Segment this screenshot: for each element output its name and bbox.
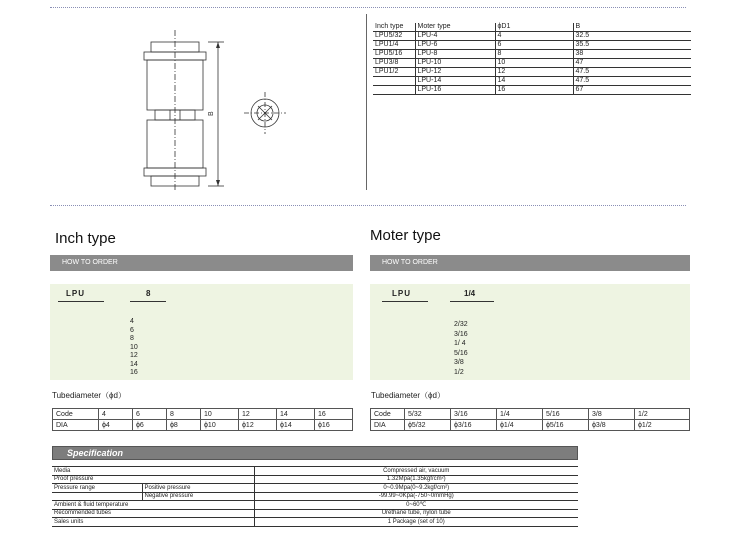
size-option: 10	[130, 343, 138, 351]
moter-size-code: 1/4	[464, 289, 476, 298]
dia-cell: ϕ5/32	[405, 420, 451, 431]
inch-type-title: Inch type	[55, 230, 116, 247]
spec-label: Pressure range	[52, 484, 142, 493]
dimension-cell: 14	[495, 77, 573, 86]
spec-value: Compressed air, vacuum	[254, 467, 578, 476]
moter-type-title: Moter type	[370, 227, 441, 244]
dia-cell: ϕ3/8	[589, 420, 635, 431]
dimension-cell: LPU-16	[415, 86, 495, 95]
table-row	[52, 484, 578, 493]
dimension-cell: LPU5/32	[373, 32, 415, 41]
spec-value: 0~60℃	[254, 501, 578, 510]
code-cell: 3/16	[451, 409, 497, 420]
dimension-table-header	[373, 23, 691, 32]
moter-size-underline	[450, 301, 494, 302]
table-row	[373, 86, 691, 95]
table-row	[373, 77, 691, 86]
dimension-cell: 35.5	[573, 41, 691, 50]
dia-cell: DIA	[371, 420, 405, 431]
table-row	[373, 50, 691, 59]
dimension-cell: 47	[573, 59, 691, 68]
inch-model-underline	[58, 301, 104, 302]
size-option: 8	[130, 335, 134, 342]
dimension-cell: LPU-12	[415, 68, 495, 77]
size-option: 3/8	[454, 359, 464, 366]
size-option: 1/2	[454, 368, 464, 376]
moter-model-code: LPU	[392, 289, 411, 298]
vertical-divider	[366, 14, 367, 190]
dimension-table	[373, 23, 691, 95]
dia-cell: ϕ4	[99, 420, 133, 431]
dimension-header-cell: Moter type	[415, 23, 495, 32]
table-row	[53, 409, 353, 420]
specification-table	[52, 466, 578, 527]
spec-value: 0~0.9Mpa(0~9.2kgf/cm²)	[254, 484, 578, 493]
size-option: 6	[130, 326, 134, 334]
dimension-header-cell: ϕD1	[495, 23, 573, 32]
dimension-cell	[373, 86, 415, 95]
inch-size-options	[130, 318, 138, 378]
size-option: 5/16	[454, 349, 468, 357]
dimension-cell: LPU1/4	[373, 41, 415, 50]
code-cell: 5/16	[543, 409, 589, 420]
size-option: 16	[130, 369, 138, 376]
dimension-cell: 12	[495, 68, 573, 77]
spec-sublabel: Positive pressure	[142, 484, 254, 493]
code-cell: 14	[277, 409, 315, 420]
table-row	[52, 467, 578, 476]
code-cell: 10	[201, 409, 239, 420]
code-cell: 1/2	[635, 409, 690, 420]
dia-cell: ϕ10	[201, 420, 239, 431]
inch-code-table	[52, 408, 353, 431]
table-row	[52, 509, 578, 518]
dimension-cell: LPU1/2	[373, 68, 415, 77]
dia-cell: ϕ14	[277, 420, 315, 431]
inch-model-code: LPU	[66, 289, 85, 298]
code-cell: 1/4	[497, 409, 543, 420]
moter-tube-label: Tubediameter（ϕd）	[371, 391, 445, 400]
dia-cell: ϕ6	[133, 420, 167, 431]
dia-cell: ϕ5/16	[543, 420, 589, 431]
fitting-drawing	[130, 20, 370, 190]
spec-sublabel: Negative pressure	[142, 492, 254, 501]
code-cell: Code	[371, 409, 405, 420]
table-row	[373, 32, 691, 41]
dimension-cell: 32.5	[573, 32, 691, 41]
dimension-cell: LPU-8	[415, 50, 495, 59]
dimension-cell: LPU-4	[415, 32, 495, 41]
size-option: 4	[130, 318, 134, 325]
dim-b-label: B	[208, 111, 215, 116]
dimension-cell: LPU-10	[415, 59, 495, 68]
code-cell: 6	[133, 409, 167, 420]
dimension-cell: 38	[573, 50, 691, 59]
dia-cell: ϕ16	[315, 420, 353, 431]
spec-value: -99.99~0Kpa(-750~0mmHg)	[254, 492, 578, 501]
dimension-cell: LPU-14	[415, 77, 495, 86]
table-row	[52, 492, 578, 501]
dimension-header-cell: B	[573, 23, 691, 32]
table-row	[373, 41, 691, 50]
spec-label: Media	[52, 467, 254, 476]
dimension-cell: 8	[495, 50, 573, 59]
dimension-cell: 47.5	[573, 68, 691, 77]
dimension-cell: 47.5	[573, 77, 691, 86]
inch-order-panel	[50, 284, 353, 380]
dimension-cell: 67	[573, 86, 691, 95]
dia-cell: ϕ3/16	[451, 420, 497, 431]
table-row	[52, 501, 578, 510]
spec-label: Ambient & fluid temperature	[52, 501, 254, 510]
spec-label	[52, 492, 142, 501]
spec-value: 1.32Mpa(1.35kgf/cm²)	[254, 475, 578, 484]
code-cell: 3/8	[589, 409, 635, 420]
moter-code-table	[370, 408, 690, 431]
dia-cell: ϕ1/2	[635, 420, 690, 431]
code-cell: 5/32	[405, 409, 451, 420]
dimension-cell: LPU3/8	[373, 59, 415, 68]
inch-tube-label: Tubediameter（ϕd）	[52, 391, 126, 400]
dimension-header-cell: Inch type	[373, 23, 415, 32]
spec-label: Sales units	[52, 518, 254, 527]
code-cell: 16	[315, 409, 353, 420]
dimension-cell: LPU-6	[415, 41, 495, 50]
code-cell: 4	[99, 409, 133, 420]
size-option: 14	[130, 360, 138, 368]
inch-size-underline	[130, 301, 166, 302]
moter-order-panel	[370, 284, 690, 380]
inch-how-to-order-bar: HOW TO ORDER	[50, 255, 353, 271]
top-divider	[50, 7, 686, 8]
size-option: 12	[130, 352, 138, 359]
spec-label: Proof pressure	[52, 475, 254, 484]
size-option: 1/ 4	[454, 340, 466, 347]
middle-divider	[50, 205, 686, 206]
dimension-cell: 10	[495, 59, 573, 68]
table-row	[371, 420, 690, 431]
dia-cell: DIA	[53, 420, 99, 431]
dimension-cell: LPU5/16	[373, 50, 415, 59]
moter-how-to-order-bar: HOW TO ORDER	[370, 255, 690, 271]
dimension-cell	[373, 77, 415, 86]
size-option: 2/32	[454, 321, 468, 328]
dia-cell: ϕ12	[239, 420, 277, 431]
table-row	[371, 409, 690, 420]
moter-model-underline	[382, 301, 428, 302]
specification-bar	[52, 446, 578, 460]
spec-label: Recommended tubes	[52, 509, 254, 518]
dimension-cell: 6	[495, 41, 573, 50]
inch-size-code: 8	[146, 289, 151, 298]
table-row	[373, 68, 691, 77]
dimension-cell: 16	[495, 86, 573, 95]
moter-size-options	[454, 320, 468, 377]
code-cell: 8	[167, 409, 201, 420]
specification-title: Specification	[67, 448, 124, 458]
spec-value: 1 Package (set of 10)	[254, 518, 578, 527]
spec-value: Urethane tube, nylon tube	[254, 509, 578, 518]
table-row	[52, 475, 578, 484]
code-cell: Code	[53, 409, 99, 420]
size-option: 3/16	[454, 330, 468, 338]
code-cell: 12	[239, 409, 277, 420]
table-row	[52, 518, 578, 527]
dia-cell: ϕ8	[167, 420, 201, 431]
dia-cell: ϕ1/4	[497, 420, 543, 431]
table-row	[53, 420, 353, 431]
dimension-cell: 4	[495, 32, 573, 41]
table-row	[373, 59, 691, 68]
